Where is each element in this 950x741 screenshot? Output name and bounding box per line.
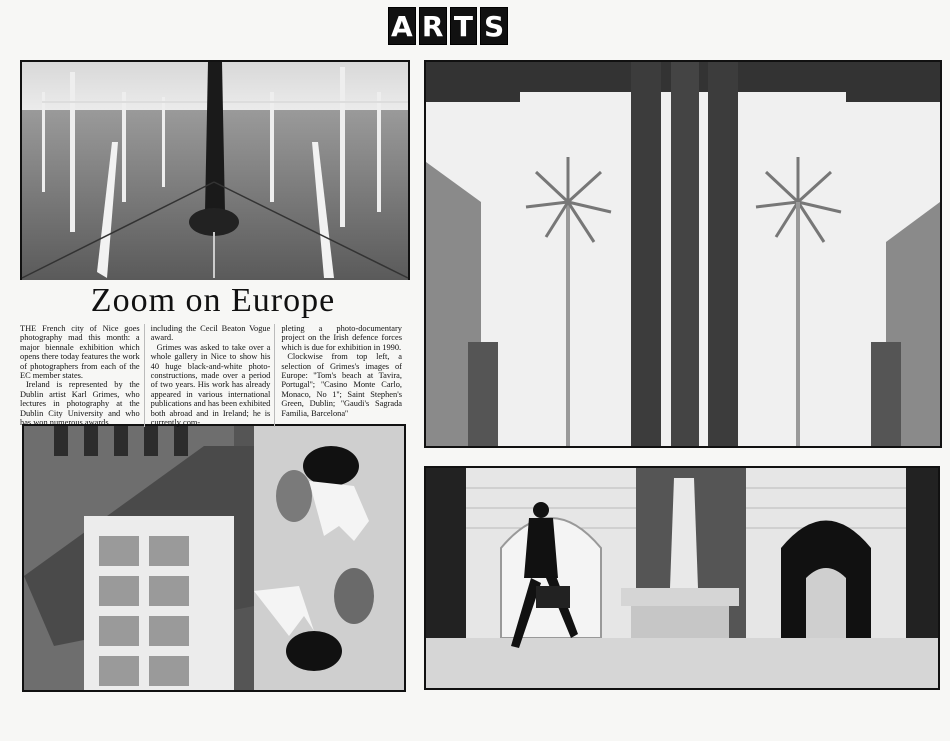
article-paragraph: Clockwise from top left, a selection of Grimes's images of Europe: ''Tom's beach at Tavira, Portugal''; ''Casino Monte Carlo, Monaco, No 1''; Saint Stephen's Green, Dublin; ''Gaudi's Sagrada Familia, Barcelona'' bbox=[281, 352, 402, 418]
article-column bbox=[20, 324, 145, 427]
palm-trees-photo bbox=[424, 60, 942, 448]
masthead-letter: R bbox=[419, 7, 447, 45]
article-column bbox=[281, 324, 406, 427]
arches-photo bbox=[424, 466, 940, 690]
article-paragraph: Grimes was asked to take over a whole gallery in Nice to show his 40 huge black-and-white photo-constructions, made over a period of two years. His work has already appeared in various international publications and has been exhibited both abroad and in Ireland; he is currently com- bbox=[150, 342, 271, 428]
article-paragraph: including the Cecil Beaton Vogue award. bbox=[150, 324, 271, 343]
masthead-letter: A bbox=[388, 7, 416, 45]
postcards-photo bbox=[22, 424, 406, 692]
article-column bbox=[151, 324, 276, 427]
article-paragraph: Ireland is represented by the Dublin artist Karl Grimes, who lectures in photography at the Dublin City University and who has won numerous awards, bbox=[20, 380, 140, 428]
masthead-letter: S bbox=[480, 7, 508, 45]
article-paragraph: THE French city of Nice goes photography mad this month: a major biennale exhibition which opens there today features the work of photographers from each of the EC member states. bbox=[20, 324, 140, 381]
beach-photo bbox=[20, 60, 410, 280]
headline: Zoom on Europe bbox=[90, 282, 336, 319]
article-body bbox=[20, 324, 406, 428]
article-paragraph: pleting a photo-documentary project on the Irish defence forces which is due for exhibition in 1990. bbox=[281, 324, 402, 352]
masthead-letter: T bbox=[450, 7, 478, 45]
arts-masthead bbox=[388, 7, 508, 45]
